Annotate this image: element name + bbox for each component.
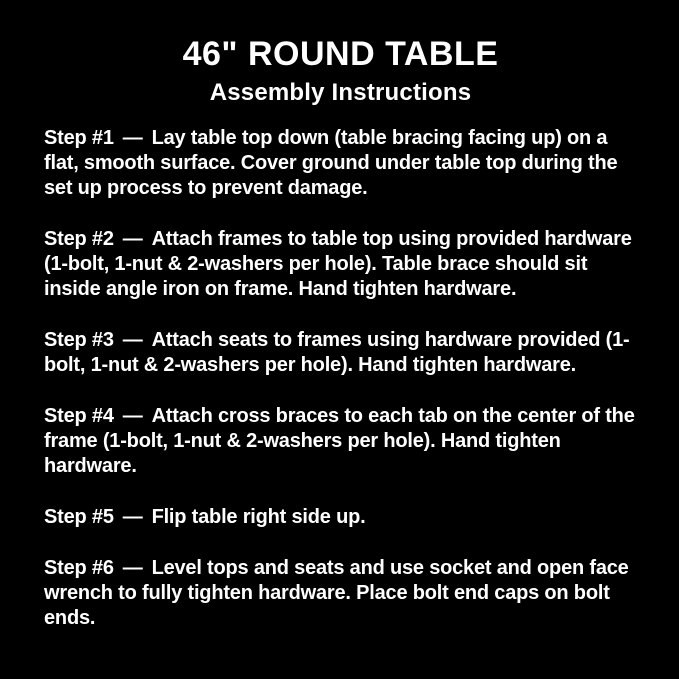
header [44,36,637,106]
step-2-dash: — [122,228,143,250]
step-4-label: Step #4 [44,405,114,427]
step-1-label: Step #1 [44,127,114,149]
step-4-dash: — [122,405,143,427]
step-5-label: Step #5 [44,506,114,528]
page-subtitle: Assembly Instructions [209,79,472,106]
step-3 [44,328,637,378]
step-6-label: Step #6 [44,557,114,579]
page-title: 46" ROUND TABLE [182,35,499,73]
step-4 [44,404,637,479]
step-6-text: Level tops and seats and use socket and open face wrench to fully tighten hardware. Place bolt end caps on bolt ends. [44,557,629,629]
steps-list [44,126,637,631]
step-1 [44,126,637,201]
step-3-text: Attach seats to frames using hardware provided (1-bolt, 1-nut & 2-washers per hole). Hand tighten hardware. [44,329,630,376]
step-2-label: Step #2 [44,228,114,250]
step-1-dash: — [122,127,143,149]
step-3-dash: — [122,329,143,351]
step-5 [44,505,637,530]
step-3-label: Step #3 [44,329,114,351]
step-6 [44,556,637,631]
step-2-text: Attach frames to table top using provided hardware (1-bolt, 1-nut & 2-washers per hole). Table brace should sit inside angle iron on frame. Hand tighten hardware. [44,228,632,300]
step-4-text: Attach cross braces to each tab on the center of the frame (1-bolt, 1-nut & 2-washers per hole). Hand tighten hardware. [44,405,635,477]
step-5-text: Flip table right side up. [151,506,366,528]
step-5-dash: — [122,506,143,528]
step-6-dash: — [122,557,143,579]
step-1-text: Lay table top down (table bracing facing up) on a flat, smooth surface. Cover ground under table top during the set up process to prevent damage. [44,127,618,199]
step-2 [44,227,637,302]
